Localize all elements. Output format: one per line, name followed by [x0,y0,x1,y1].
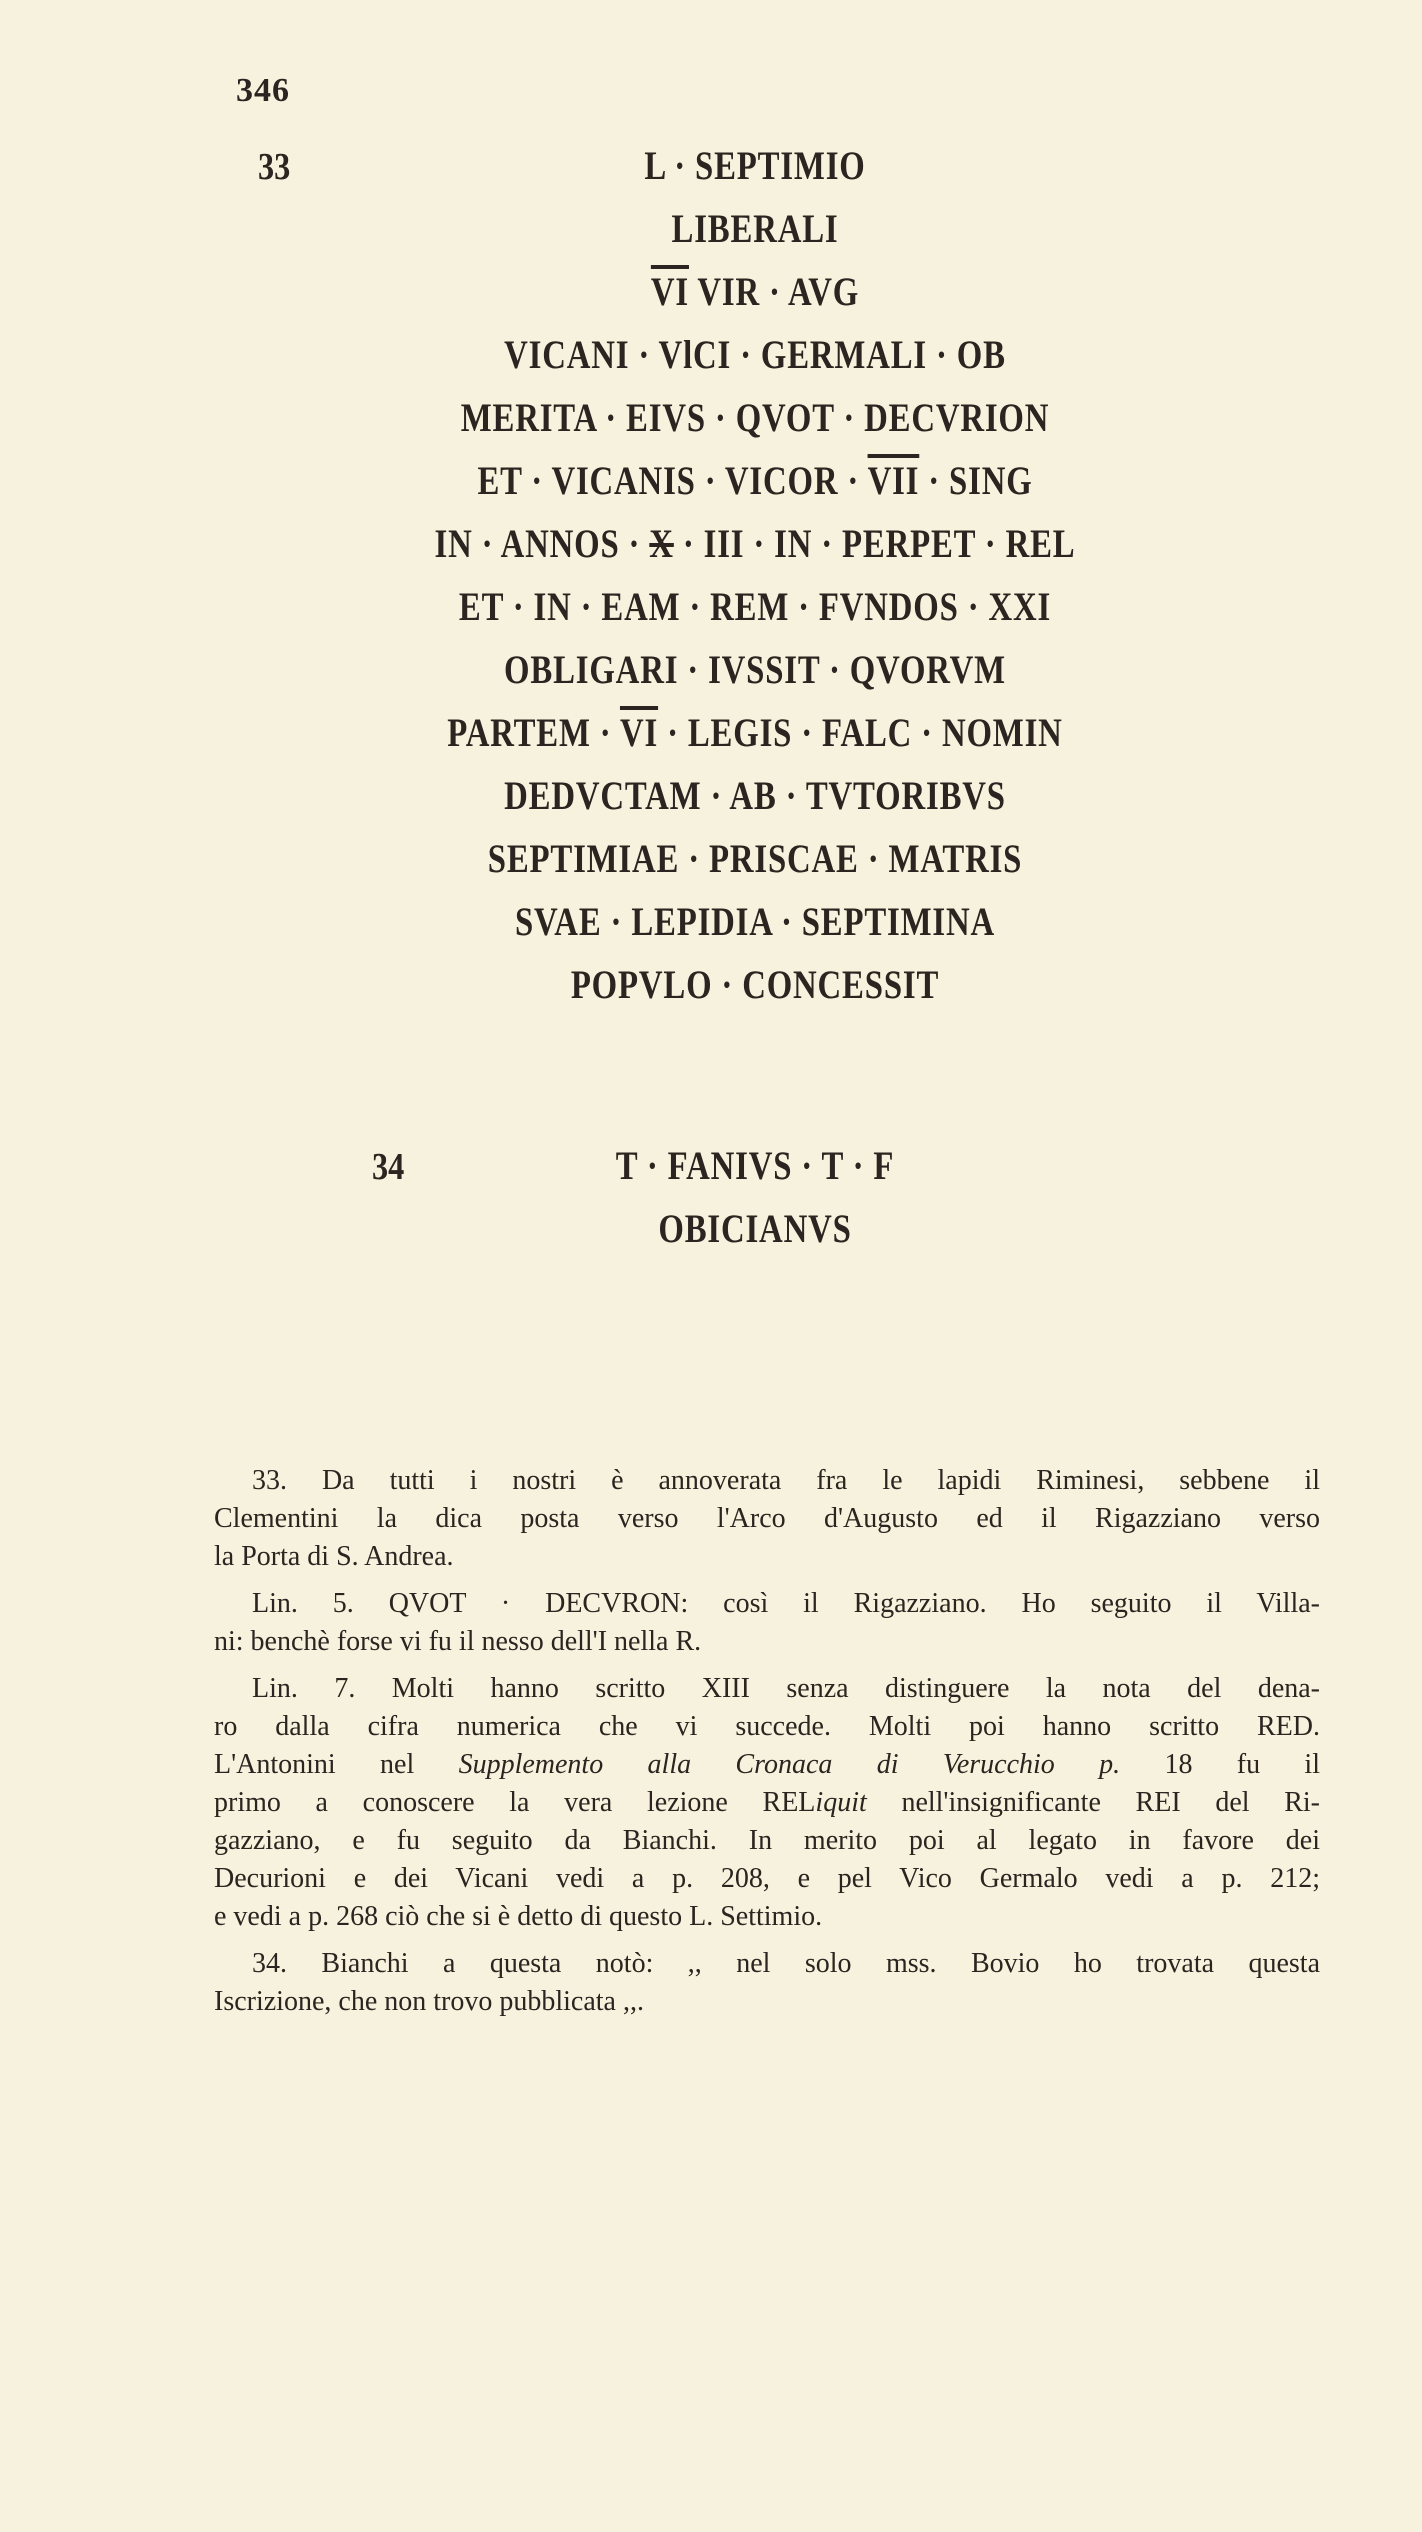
inscription-line [382,386,1128,449]
text-segment: ni: benchè forse vi fu il nesso dell'I nella R. [214,1626,702,1657]
note-line [214,1623,1320,1661]
text-segment: T · FANIVS · T · F [615,1143,895,1188]
text-segment: POPVLO · CONCESSIT [570,962,940,1007]
text-segment: SVAE · LEPIDIA · SEPTIMINA [514,899,996,944]
text-segment: ET · VICANIS · VICOR · [477,458,868,503]
text-segment: L · SEPTIMIO [644,143,866,188]
text-segment: · III · IN · PERPET · REL [673,521,1076,566]
note-line [214,1462,1320,1500]
note-line [214,1500,1320,1538]
note-paragraph [214,1462,1320,1576]
text-segment: Lin. 7. Molti hanno scritto XIII senza distinguere la nota del dena- [252,1673,1320,1704]
inscription-line [382,953,1128,1016]
text-segment: 34. Bianchi a questa notò: ,, nel solo mss. Bovio ho trovata questa [252,1948,1320,1979]
inscription-34 [382,1134,1128,1260]
overlined-numeral: $\overline{VI}$ [650,269,689,314]
text-segment: primo a conoscere la vera lezione REL [214,1787,816,1818]
inscription-line [382,323,1128,386]
inscription-line [382,890,1128,953]
note-line [214,1708,1320,1746]
note-line [214,1822,1320,1860]
inscription-line [382,827,1128,890]
text-segment: VIR · AVG [688,269,860,314]
note-line [214,1983,1320,2021]
text-segment: Iscrizione, che non trovo pubblicata ,,. [214,1986,644,2017]
text-segment: nell'insignificante REI del Ri- [866,1787,1320,1818]
text-segment: · SING [919,458,1033,503]
text-segment: SEPTIMIAE · PRISCAE · MATRIS [487,836,1023,881]
note-line [214,1670,1320,1708]
text-segment: e vedi a p. 268 ciò che si è detto di questo L. Settimio. [214,1901,823,1932]
inscription-line [382,134,1128,197]
inscription-line [382,638,1128,701]
text-segment: Lin. 5. QVOT · DECVRON: così il Rigazziano. Ho seguito il Villa- [252,1588,1320,1619]
inscription-line [382,197,1128,260]
note-line [214,1746,1320,1784]
text-segment: 33. Da tutti i nostri è annoverata fra le lapidi Riminesi, sebbene il [252,1465,1320,1496]
note-paragraph [214,1670,1320,1936]
note-paragraph [214,1945,1320,2021]
note-paragraph [214,1585,1320,1661]
note-line [214,1860,1320,1898]
note-line [214,1784,1320,1822]
text-segment: ro dalla cifra numerica che vi succede. Molti poi hanno scritto RED. [214,1711,1320,1742]
text-segment: OBLIGARI · IVSSIT · QVORVM [504,647,1006,692]
overlined-numeral: $\overline{VII}$ [867,458,920,503]
inscription-number-33: 33 [258,146,291,188]
text-segment: L'Antonini nel [214,1749,459,1780]
overlined-numeral: $\overline{VI}$ [619,710,659,755]
note-line [214,1538,1320,1576]
text-segment: OBICIANVS [658,1206,852,1251]
inscription-line [382,449,1128,512]
note-line [214,1898,1320,1936]
text-segment: Decurioni e dei Vicani vedi a p. 208, e pel Vico Germalo vedi a p. 212; [214,1863,1320,1894]
page-number: 346 [236,72,290,109]
text-segment: · LEGIS · FALC · NOMIN [658,710,1063,755]
text-segment: gazziano, e fu seguito da Bianchi. In merito poi al legato in favore dei [214,1825,1320,1856]
text-segment: la Porta di S. Andrea. [214,1541,454,1572]
text-segment: LIBERALI [671,206,839,251]
note-line [214,1945,1320,1983]
text-segment: IN · ANNOS · [434,521,650,566]
commentary-notes [214,1462,1320,2030]
italic-text: Supplemento alla Cronaca di Verucchio p. [458,1749,1121,1780]
inscription-line [382,1197,1128,1260]
text-segment: ET · IN · EAM · REM · FVNDOS · XXI [458,584,1052,629]
inscription-line [382,764,1128,827]
inscription-line [382,575,1128,638]
italic-text: iquit [815,1787,867,1818]
text-segment: VICANI · VlCI · GERMALI · OB [504,332,1006,377]
text-segment: 18 fu il [1120,1749,1320,1780]
text-segment: DEDVCTAM · AB · TVTORIBVS [504,773,1006,818]
text-segment: Clementini la dica posta verso l'Arco d'Augusto ed il Rigazziano verso [214,1503,1320,1534]
inscription-line [382,260,1128,323]
text-segment: MERITA · EIVS · QVOT · DECVRION [460,395,1050,440]
inscription-number-34: 34 [372,1146,405,1188]
inscription-line [382,512,1128,575]
denarius-symbol: X [649,521,674,566]
inscription-33 [382,134,1128,1016]
inscription-line [382,701,1128,764]
note-line [214,1585,1320,1623]
inscription-line [382,1134,1128,1197]
text-segment: PARTEM · [447,710,620,755]
